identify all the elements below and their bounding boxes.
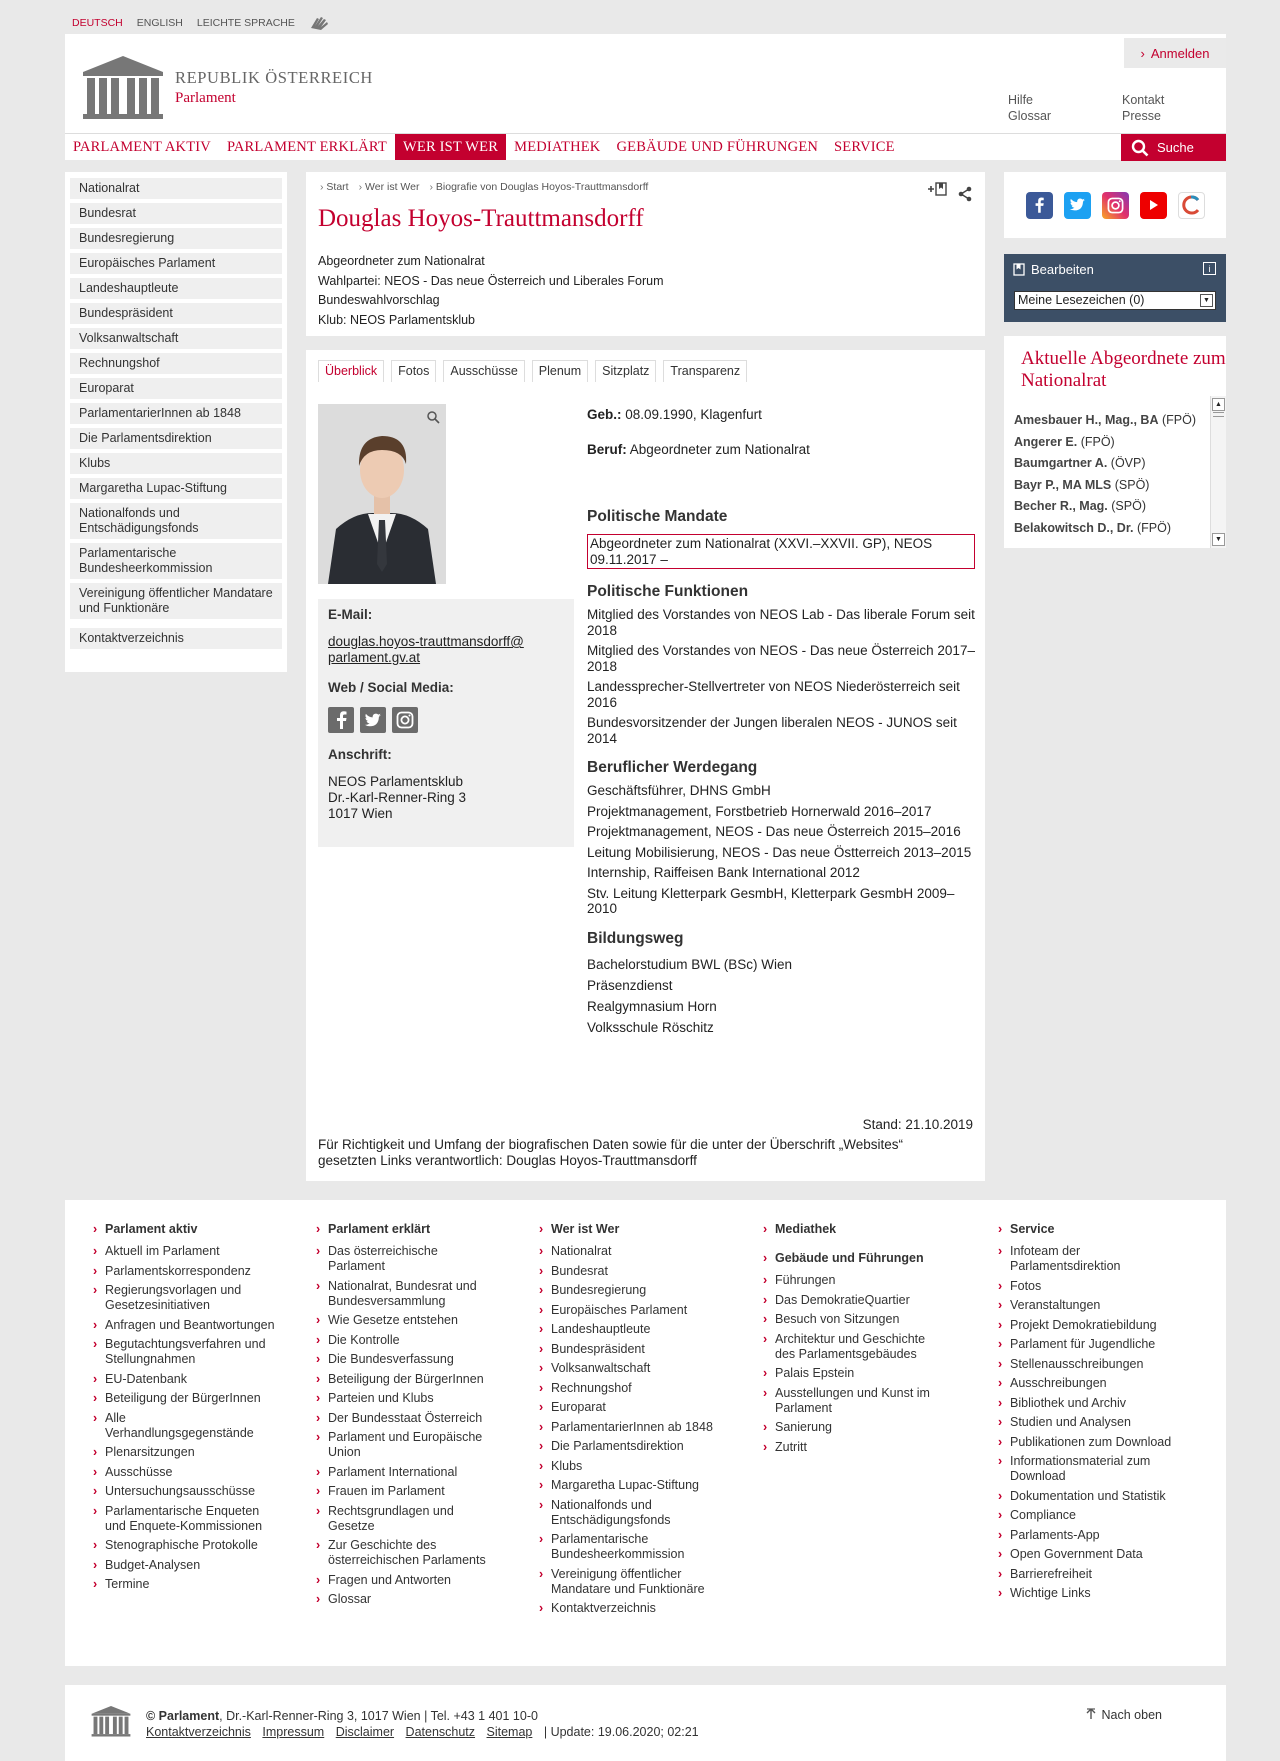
list-item: Geschäftsführer, DHNS GmbH <box>587 783 771 798</box>
login-button[interactable]: › Anmelden <box>1124 38 1226 68</box>
occupation-info: Beruf: Abgeordneter zum Nationalrat <box>587 442 810 457</box>
list-item[interactable]: Amesbauer H., Mag., BA (FPÖ) <box>1014 413 1196 427</box>
footer-link[interactable]: › Fragen und Antworten <box>316 1573 496 1588</box>
share-icon[interactable] <box>957 186 973 202</box>
sidebar-item[interactable]: Nationalfonds und Entschädigungsfonds <box>70 503 282 539</box>
footer-heading[interactable]: › Parlament aktiv <box>93 1222 278 1237</box>
footer-heading[interactable]: › Parlament erklärt <box>316 1222 496 1237</box>
scroll-down-icon[interactable]: ▼ <box>1212 533 1225 546</box>
chevron-down-icon: ▼ <box>1200 294 1213 307</box>
footer-link[interactable]: › Zutritt <box>763 1440 943 1455</box>
education-list <box>587 957 975 1036</box>
footer-link[interactable]: › Nationalrat, Bundesrat und Bundesversammlung <box>316 1279 496 1309</box>
nav-wer-ist-wer[interactable]: WER IST WER <box>395 134 506 160</box>
footer-link[interactable]: › Regierungsvorlagen und Gesetzesinitiativen <box>93 1283 278 1313</box>
list-item: Projektmanagement, NEOS - Das neue Österreich 2015–2016 <box>587 824 961 839</box>
profile-header-panel <box>306 172 985 336</box>
footer-link[interactable]: › Projekt Demokratiebildung <box>998 1318 1193 1333</box>
sidebar-item[interactable]: Landeshauptleute <box>70 278 282 299</box>
help-link[interactable]: Hilfe <box>1008 93 1034 107</box>
zoom-icon[interactable] <box>426 410 440 424</box>
parliament-logo-small-icon[interactable] <box>89 1705 133 1737</box>
profile-main-panel <box>306 350 985 1181</box>
parliament-logo[interactable] <box>79 54 373 120</box>
facebook-icon[interactable] <box>328 707 354 733</box>
header-links-right <box>1122 92 1164 124</box>
sidebar-item[interactable]: Kontaktverzeichnis <box>70 628 282 649</box>
back-to-top-button[interactable]: Nach oben <box>1086 1708 1162 1722</box>
career-list <box>587 783 975 917</box>
profile-role: Abgeordneter zum Nationalrat <box>318 254 485 268</box>
footer-link[interactable]: › Studien und Analysen <box>998 1415 1193 1430</box>
chevron-right-icon: › <box>1140 45 1145 61</box>
list-item: Landessprecher-Stellvertreter von NEOS Niederösterreich seit 2016 <box>587 679 960 710</box>
footer-link[interactable]: › Margaretha Lupac-Stiftung <box>539 1478 719 1493</box>
header-links-left <box>1008 92 1051 124</box>
social-media-bar <box>1004 172 1226 238</box>
footer-link[interactable]: › Parlamentarische Bundesheerkommission <box>539 1532 719 1562</box>
footer-link[interactable]: › Rechnungshof <box>539 1381 719 1396</box>
app-icon[interactable] <box>1178 192 1205 219</box>
logo-title: REPUBLIK ÖSTERREICH <box>175 67 373 87</box>
footer-link[interactable]: › Budget-Analysen <box>93 1558 278 1573</box>
list-item[interactable]: Angerer E. (FPÖ) <box>1014 434 1115 449</box>
contact-box <box>318 599 574 847</box>
breadcrumb-wer-ist-wer[interactable]: › Wer ist Wer <box>359 181 420 193</box>
footer-link[interactable]: › Nationalrat <box>539 1244 719 1259</box>
update-info: | Update: 19.06.2020; 02:21 <box>543 1725 699 1739</box>
list-item[interactable]: Belakowitsch D., Dr. (FPÖ) <box>1014 520 1171 535</box>
bottom-link-kontaktverzeichnis[interactable]: Kontaktverzeichnis <box>146 1725 251 1739</box>
footer-heading[interactable]: › Service <box>998 1222 1193 1237</box>
footer-link[interactable]: › Veranstaltungen <box>998 1298 1193 1313</box>
profile-photo[interactable] <box>318 404 446 584</box>
sidebar-item[interactable]: Margaretha Lupac-Stiftung <box>70 478 282 499</box>
bottom-info <box>146 1708 699 1740</box>
footer-heading[interactable]: › Mediathek <box>763 1222 943 1237</box>
bookmarks-select[interactable]: Meine Lesezeichen (0) ▼ <box>1014 291 1216 310</box>
footer-link[interactable]: › Frauen im Parlament <box>316 1484 496 1499</box>
footer-link[interactable]: › Begutachtungsverfahren und Stellungnahmen <box>93 1337 278 1367</box>
list-item: Bundesvorsitzender der Jungen liberalen NEOS - JUNOS seit 2014 <box>587 715 957 746</box>
list-item[interactable]: Becher R., Mag. (SPÖ) <box>1014 499 1146 513</box>
scroll-thumb[interactable] <box>1213 412 1224 417</box>
sidebar <box>65 172 287 672</box>
list-item[interactable]: Baumgartner A. (ÖVP) <box>1014 456 1146 470</box>
info-icon[interactable]: i <box>1203 262 1216 275</box>
list-item: Realgymnasium Horn <box>587 998 717 1014</box>
search-icon <box>1131 139 1149 157</box>
footer-link[interactable]: › Parlaments-App <box>998 1528 1193 1543</box>
footer-link[interactable]: › Architektur und Geschichte des Parlamentsgebäudes <box>763 1332 943 1362</box>
footer-link[interactable]: › Compliance <box>998 1508 1193 1523</box>
footer-link[interactable]: › Nationalfonds und Entschädigungsfonds <box>539 1498 719 1528</box>
birth-info: Geb.: 08.09.1990, Klagenfurt <box>587 407 762 422</box>
footer-col-parlament-erklaert <box>316 1222 496 1612</box>
sidebar-item[interactable]: Bundespräsident <box>70 303 282 324</box>
bottom-address: , Dr.-Karl-Renner-Ring 3, 1017 Wien | Tel. +43 1 401 10-0 <box>219 1709 538 1723</box>
footer-link[interactable]: › Rechtsgrundlagen und Gesetze <box>316 1504 496 1534</box>
footer-link[interactable]: › Die Bundesverfassung <box>316 1352 496 1367</box>
footer-link[interactable]: › Palais Epstein <box>763 1366 943 1381</box>
footer-link[interactable]: › Ausschreibungen <box>998 1376 1193 1391</box>
footer-link[interactable]: › Parlamentarische Enqueten und Enquete-Kommissionen <box>93 1504 278 1534</box>
footer-link[interactable]: › Volksanwaltschaft <box>539 1361 719 1376</box>
bookmark-icon <box>1013 263 1025 276</box>
lang-leichte-sprache[interactable]: LEICHTE SPRACHE <box>196 17 295 29</box>
youtube-icon[interactable] <box>1140 192 1167 219</box>
footer-link[interactable]: › Besuch von Sitzungen <box>763 1312 943 1327</box>
footer-link[interactable]: › Dokumentation und Statistik <box>998 1489 1193 1504</box>
tab-sitzplatz[interactable]: Sitzplatz <box>595 360 656 382</box>
sidebar-item[interactable]: Parlamentarische Bundesheerkommission <box>70 543 282 579</box>
profile-party: Wahlpartei: NEOS - Das neue Österreich und Liberales Forum <box>318 273 664 288</box>
logo-subtitle: Parlament <box>175 89 236 106</box>
footer-link[interactable]: › Informationsmaterial zum Download <box>998 1454 1193 1484</box>
language-bar <box>72 14 333 32</box>
breadcrumb <box>320 181 648 193</box>
footer-link[interactable]: › Publikationen zum Download <box>998 1435 1193 1450</box>
bottom-link-datenschutz[interactable]: Datenschutz <box>405 1725 476 1739</box>
footer-link[interactable]: › Barrierefreiheit <box>998 1567 1193 1582</box>
functions-list <box>587 607 975 746</box>
footer-link[interactable]: › Wichtige Links <box>998 1586 1193 1601</box>
footer-link[interactable]: › Europarat <box>539 1400 719 1415</box>
footer-link[interactable]: › Europäisches Parlament <box>539 1303 719 1318</box>
footer-link[interactable]: › Führungen <box>763 1273 943 1288</box>
education-heading: Bildungsweg <box>587 929 684 947</box>
footer-link[interactable]: › Infoteam der Parlamentsdirektion <box>998 1244 1193 1274</box>
biography-details <box>587 406 975 1040</box>
footer-link[interactable]: › Bibliothek und Archiv <box>998 1396 1193 1411</box>
tab-plenum[interactable]: Plenum <box>532 360 588 382</box>
bottom-link-impressum[interactable]: Impressum <box>262 1725 325 1739</box>
footer-link[interactable]: › Bundespräsident <box>539 1342 719 1357</box>
footer-link[interactable]: › Ausstellungen und Kunst im Parlament <box>763 1386 943 1416</box>
footer-heading[interactable]: › Gebäude und Führungen <box>763 1251 943 1266</box>
sidebar-item[interactable]: Rechnungshof <box>70 353 282 374</box>
instagram-icon[interactable] <box>392 707 418 733</box>
footer-link[interactable]: › Zur Geschichte des österreichischen Parlaments <box>316 1538 496 1568</box>
tab-transparenz[interactable]: Transparenz <box>663 360 747 382</box>
site-header <box>65 34 1226 148</box>
list-item[interactable]: Bayr P., MA MLS (SPÖ) <box>1014 477 1150 492</box>
profile-list: Bundeswahlvorschlag <box>318 293 440 307</box>
twitter-icon[interactable] <box>1064 192 1091 219</box>
profile-summary <box>318 252 664 330</box>
arrow-up-icon <box>1086 1708 1096 1720</box>
sidebar-item[interactable]: Bundesregierung <box>70 228 282 249</box>
footer-link[interactable]: › Das DemokratieQuartier <box>763 1293 943 1308</box>
delegates-list <box>1014 413 1204 542</box>
sidebar-item[interactable]: Die Parlamentsdirektion <box>70 428 282 449</box>
tab-ueberblick[interactable]: Überblick <box>318 360 384 382</box>
social-links <box>328 707 564 733</box>
footer-link[interactable]: › Die Parlamentsdirektion <box>539 1439 719 1454</box>
footer-link[interactable]: › Beteiligung der BürgerInnen <box>316 1372 496 1387</box>
email-link[interactable]: douglas.hoyos-trauttmansdorff@ parlament.gv.at <box>328 634 524 665</box>
nav-parlament-erklaert[interactable]: PARLAMENT ERKLÄRT <box>226 138 387 155</box>
email-label: E-Mail: <box>328 607 373 622</box>
nav-mediathek[interactable]: MEDIATHEK <box>514 138 601 155</box>
list-item: Mitglied des Vorstandes von NEOS Lab - Das liberale Forum seit 2018 <box>587 607 975 638</box>
footer-link[interactable]: › Vereinigung öffentlicher Mandatare und Funktionäre <box>539 1567 719 1597</box>
footer-heading[interactable]: › Wer ist Wer <box>539 1222 719 1237</box>
footer-link[interactable]: › Bundesrat <box>539 1264 719 1279</box>
footer-col-wer-ist-wer <box>539 1222 719 1621</box>
list-item: Leitung Mobilisierung, NEOS - Das neue Östterreich 2013–2015 <box>587 844 972 860</box>
address: NEOS Parlamentsklub Dr.-Karl-Renner-Ring 3 1017 Wien <box>328 774 467 821</box>
footer-link[interactable]: › ParlamentarierInnen ab 1848 <box>539 1420 719 1435</box>
footer-link[interactable]: › Parlamentskorrespondenz <box>93 1264 278 1279</box>
footer-link[interactable]: › Parteien und Klubs <box>316 1391 496 1406</box>
mandate-entry: Abgeordneter zum Nationalrat (XXVI.–XXVII. GP), NEOS 09.11.2017 – <box>587 534 975 569</box>
footer-link[interactable]: › Alle Verhandlungsgegenstände <box>93 1411 278 1441</box>
list-item: Bachelorstudium BWL (BSc) Wien <box>587 956 793 972</box>
footer-link[interactable]: › Glossar <box>316 1592 496 1607</box>
list-item: Stv. Leitung Kletterpark GesmbH, Kletterpark GesmbH 2009–2010 <box>587 885 955 916</box>
footer-link[interactable]: › Bundesregierung <box>539 1283 719 1298</box>
address-label: Anschrift: <box>328 747 392 762</box>
sign-language-icon[interactable] <box>309 14 333 32</box>
add-bookmark-icon[interactable] <box>927 181 949 197</box>
twitter-icon[interactable] <box>360 707 386 733</box>
profile-tabs <box>318 360 747 382</box>
nav-gebaeude-fuehrungen[interactable]: GEBÄUDE UND FÜHRUNGEN <box>616 138 819 155</box>
career-heading: Beruflicher Werdegang <box>587 759 758 776</box>
mandates-heading: Politische Mandate <box>587 508 728 525</box>
footer-link[interactable]: › Untersuchungsausschüsse <box>93 1484 278 1499</box>
current-delegates-panel <box>1004 336 1226 548</box>
sidebar-item[interactable]: Volksanwaltschaft <box>70 328 282 349</box>
lang-english[interactable]: ENGLISH <box>136 17 183 29</box>
portrait-image <box>318 404 446 584</box>
nav-service[interactable]: SERVICE <box>834 138 895 155</box>
sidebar-item[interactable]: Nationalrat <box>70 178 282 199</box>
main-navigation <box>65 133 1226 160</box>
footer-link[interactable]: › EU-Datenbank <box>93 1372 278 1387</box>
contact-link[interactable]: Kontakt <box>1122 93 1165 107</box>
page-title: Douglas Hoyos-Trauttmansdorff <box>318 205 644 232</box>
footer-col-parlament-aktiv <box>93 1222 278 1597</box>
footer-link[interactable]: › Das österreichische Parlament <box>316 1244 496 1274</box>
footer-link[interactable]: › Klubs <box>539 1459 719 1474</box>
footer-link[interactable]: › Open Government Data <box>998 1547 1193 1562</box>
instagram-icon[interactable] <box>1102 192 1129 219</box>
footer-link[interactable]: › Stenographische Protokolle <box>93 1538 278 1553</box>
bottom-bar <box>65 1685 1226 1761</box>
footer-link[interactable]: › Kontaktverzeichnis <box>539 1601 719 1616</box>
footer-link[interactable]: › Aktuell im Parlament <box>93 1244 278 1259</box>
footer-link[interactable]: › Stellenausschreibungen <box>998 1357 1193 1372</box>
site-footer <box>65 1200 1226 1666</box>
footer-link[interactable]: › Der Bundesstaat Österreich <box>316 1411 496 1426</box>
scroll-up-icon[interactable]: ▲ <box>1212 398 1225 411</box>
footer-col-service <box>998 1222 1193 1606</box>
footer-link[interactable]: › Die Kontrolle <box>316 1333 496 1348</box>
tab-fotos[interactable]: Fotos <box>391 360 436 382</box>
list-item: Internship, Raiffeisen Bank International 2012 <box>587 865 860 880</box>
footer-link[interactable]: › Fotos <box>998 1279 1193 1294</box>
glossary-link[interactable]: Glossar <box>1008 109 1052 123</box>
delegates-heading: Aktuelle Abgeordnete zum Nationalrat <box>1021 348 1226 391</box>
nav-parlament-aktiv[interactable]: PARLAMENT AKTIV <box>73 138 211 155</box>
parliament-building-icon <box>79 54 167 120</box>
list-item: Mitglied des Vorstandes von NEOS - Das neue Österreich 2017–2018 <box>587 643 975 674</box>
facebook-icon[interactable] <box>1026 192 1053 219</box>
disclaimer-text: Für Richtigkeit und Umfang der biografischen Daten sowie für die unter der Überschrift „Websites“ gesetzten Links verantwortlich: Douglas Hoyos-Trauttmansdorff <box>318 1137 904 1168</box>
edit-header: Bearbeiten <box>1013 262 1094 277</box>
footer-link[interactable]: › Parlament für Jugendliche <box>998 1337 1193 1352</box>
press-link[interactable]: Presse <box>1122 109 1161 123</box>
copyright: © Parlament <box>146 1709 220 1723</box>
profile-club: Klub: NEOS Parlamentsklub <box>318 312 476 327</box>
breadcrumb-start[interactable]: › Start <box>320 181 349 193</box>
bottom-link-sitemap[interactable]: Sitemap <box>486 1725 533 1739</box>
footer-link[interactable]: › Termine <box>93 1577 278 1592</box>
footer-link[interactable]: › Plenarsitzungen <box>93 1445 278 1460</box>
sidebar-item[interactable]: Klubs <box>70 453 282 474</box>
footer-link[interactable]: › Wie Gesetze entstehen <box>316 1313 496 1328</box>
list-item: Projektmanagement, Forstbetrieb Hornerwald 2016–2017 <box>587 803 932 819</box>
footer-col-mediathek <box>763 1222 943 1459</box>
footer-link[interactable]: › Anfragen und Beantwortungen <box>93 1318 278 1333</box>
delegates-scrollbar[interactable] <box>1210 396 1226 548</box>
web-label: Web / Social Media: <box>328 680 454 695</box>
footer-link[interactable]: › Beteiligung der BürgerInnen <box>93 1391 278 1406</box>
list-item: Volksschule Röschitz <box>587 1019 714 1035</box>
footer-link[interactable]: › Sanierung <box>763 1420 943 1435</box>
tab-ausschuesse[interactable]: Ausschüsse <box>443 360 524 382</box>
sidebar-item[interactable]: ParlamentarierInnen ab 1848 <box>70 403 282 424</box>
footer-link[interactable]: › Parlament International <box>316 1465 496 1480</box>
breadcrumb-current: › Biografie von Douglas Hoyos-Trauttmansdorff <box>429 181 648 193</box>
sidebar-item[interactable]: Vereinigung öffentlicher Mandatare und Funktionäre <box>70 583 282 619</box>
functions-heading: Politische Funktionen <box>587 583 749 600</box>
bookmark-panel <box>1004 254 1226 322</box>
last-updated: Stand: 21.10.2019 <box>862 1117 973 1132</box>
search-button[interactable]: Suche <box>1121 134 1226 161</box>
sidebar-item[interactable]: Europäisches Parlament <box>70 253 282 274</box>
bottom-link-disclaimer[interactable]: Disclaimer <box>335 1725 395 1739</box>
sidebar-item[interactable]: Bundesrat <box>70 203 282 224</box>
footer-link[interactable]: › Parlament und Europäische Union <box>316 1430 496 1460</box>
lang-deutsch[interactable]: DEUTSCH <box>72 17 123 29</box>
footer-link[interactable]: › Ausschüsse <box>93 1465 278 1480</box>
footer-link[interactable]: › Landeshauptleute <box>539 1322 719 1337</box>
sidebar-item[interactable]: Europarat <box>70 378 282 399</box>
list-item: Präsenzdienst <box>587 977 673 993</box>
